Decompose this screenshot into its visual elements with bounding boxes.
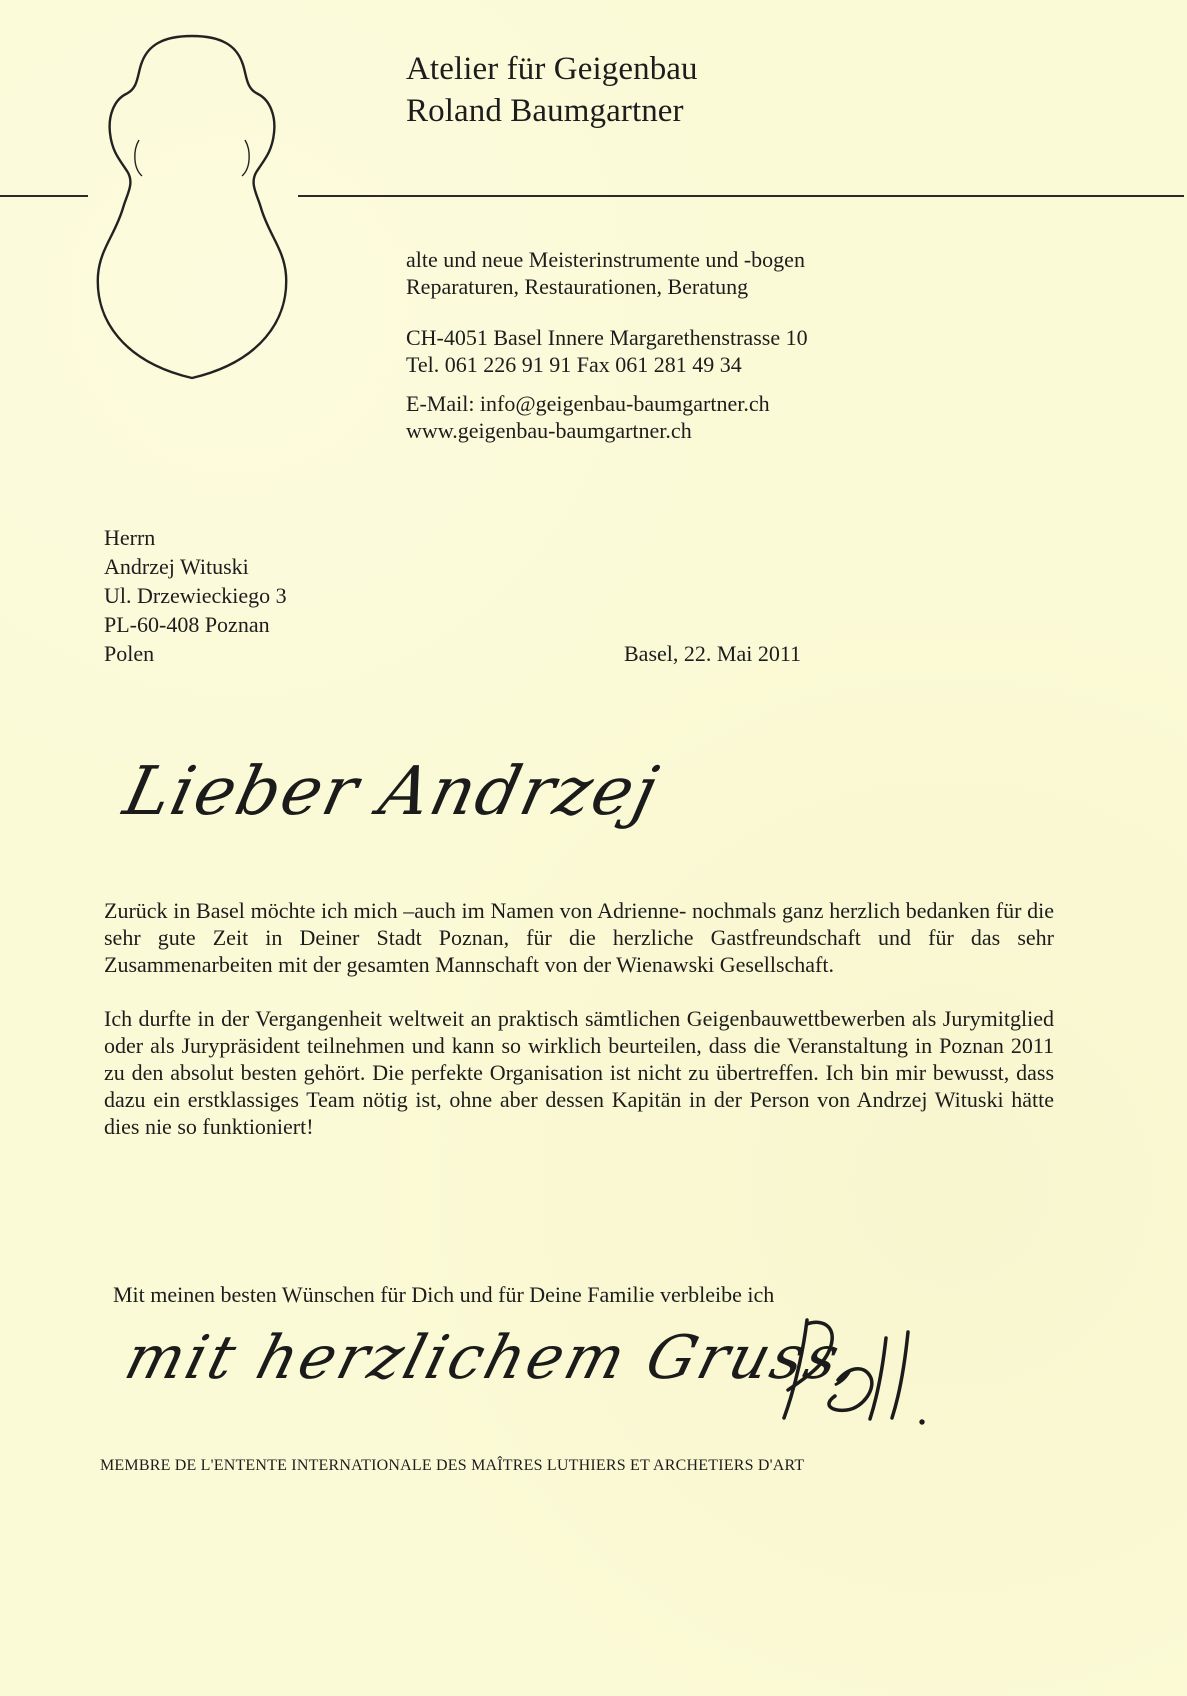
signature-mark (782, 1310, 962, 1430)
contact-block (406, 390, 770, 444)
website-line: www.geigenbau-baumgartner.ch (406, 418, 692, 443)
recipient-country: Polen (104, 641, 155, 666)
email-line: E-Mail: info@geigenbau-baumgartner.ch (406, 391, 770, 416)
services-block (406, 246, 805, 300)
phone-fax-line: Tel. 061 226 91 91 Fax 061 281 49 34 (406, 352, 742, 377)
date-line: Basel, 22. Mai 2011 (624, 641, 801, 666)
membership-footer: MEMBRE DE L'ENTENTE INTERNATIONALE DES MAÎTRES LUTHIERS ET ARCHETIERS D'ART (100, 1457, 805, 1474)
recipient-street: Ul. Drzewieckiego 3 (104, 583, 287, 608)
header-rule-left (0, 195, 88, 197)
salutation-text: Lieber Andrzej (116, 752, 667, 830)
recipient-city: PL-60-408 Poznan (104, 612, 270, 637)
services-line-1: alte und neue Meisterinstrumente und -bogen (406, 247, 805, 272)
closing-line: Mit meinen besten Wünschen für Dich und für Deine Familie verbleibe ich (113, 1282, 775, 1307)
address-block (406, 324, 808, 378)
violin-outline-icon (90, 28, 295, 388)
recipient-title: Herrn (104, 525, 156, 550)
address-line-1: CH-4051 Basel Innere Margarethenstrasse 10 (406, 325, 808, 350)
header-rule-right (298, 195, 1184, 197)
recipient-name: Andrzej Wituski (104, 554, 249, 579)
handwritten-salutation (116, 752, 667, 882)
body-paragraph-2: Ich durfte in der Vergangenheit weltweit an praktisch sämtlichen Geigenbauwettbewerben als Jurymitglied oder als Jurypräsident teilnehmen und kann so wirklich beurteilen, dass die Veranstaltung in Poznan 2011 zu den absolut besten gehört. Die perfekte Organisation ist nicht zu übertreffen. Ich bin mir bewusst, dass dazu ein erstklassiges Team nötig ist, ohne aber dessen Kapitän in der Person von Andrzej Wituski hätte dies nie so funktioniert! (104, 1006, 1054, 1139)
atelier-name: Atelier für Geigenbau (406, 51, 698, 87)
owner-name: Roland Baumgartner (406, 93, 684, 129)
letterhead-title (406, 48, 906, 132)
handwritten-closing: mit herzlichem Gruss, (117, 1323, 872, 1393)
letter-body (104, 897, 1054, 1167)
recipient-address (104, 523, 287, 668)
services-line-2: Reparaturen, Restaurationen, Beratung (406, 274, 749, 299)
body-paragraph-1: Zurück in Basel möchte ich mich –auch im Namen von Adrienne- nochmals ganz herzlich bedanken für die sehr gute Zeit in Deiner Stadt Poznan, für die herzliche Gastfreundschaft und für das sehr Zusammenarbeiten mit der gesamten Mannschaft von der Wienawski Gesellschaft. (104, 898, 1054, 977)
